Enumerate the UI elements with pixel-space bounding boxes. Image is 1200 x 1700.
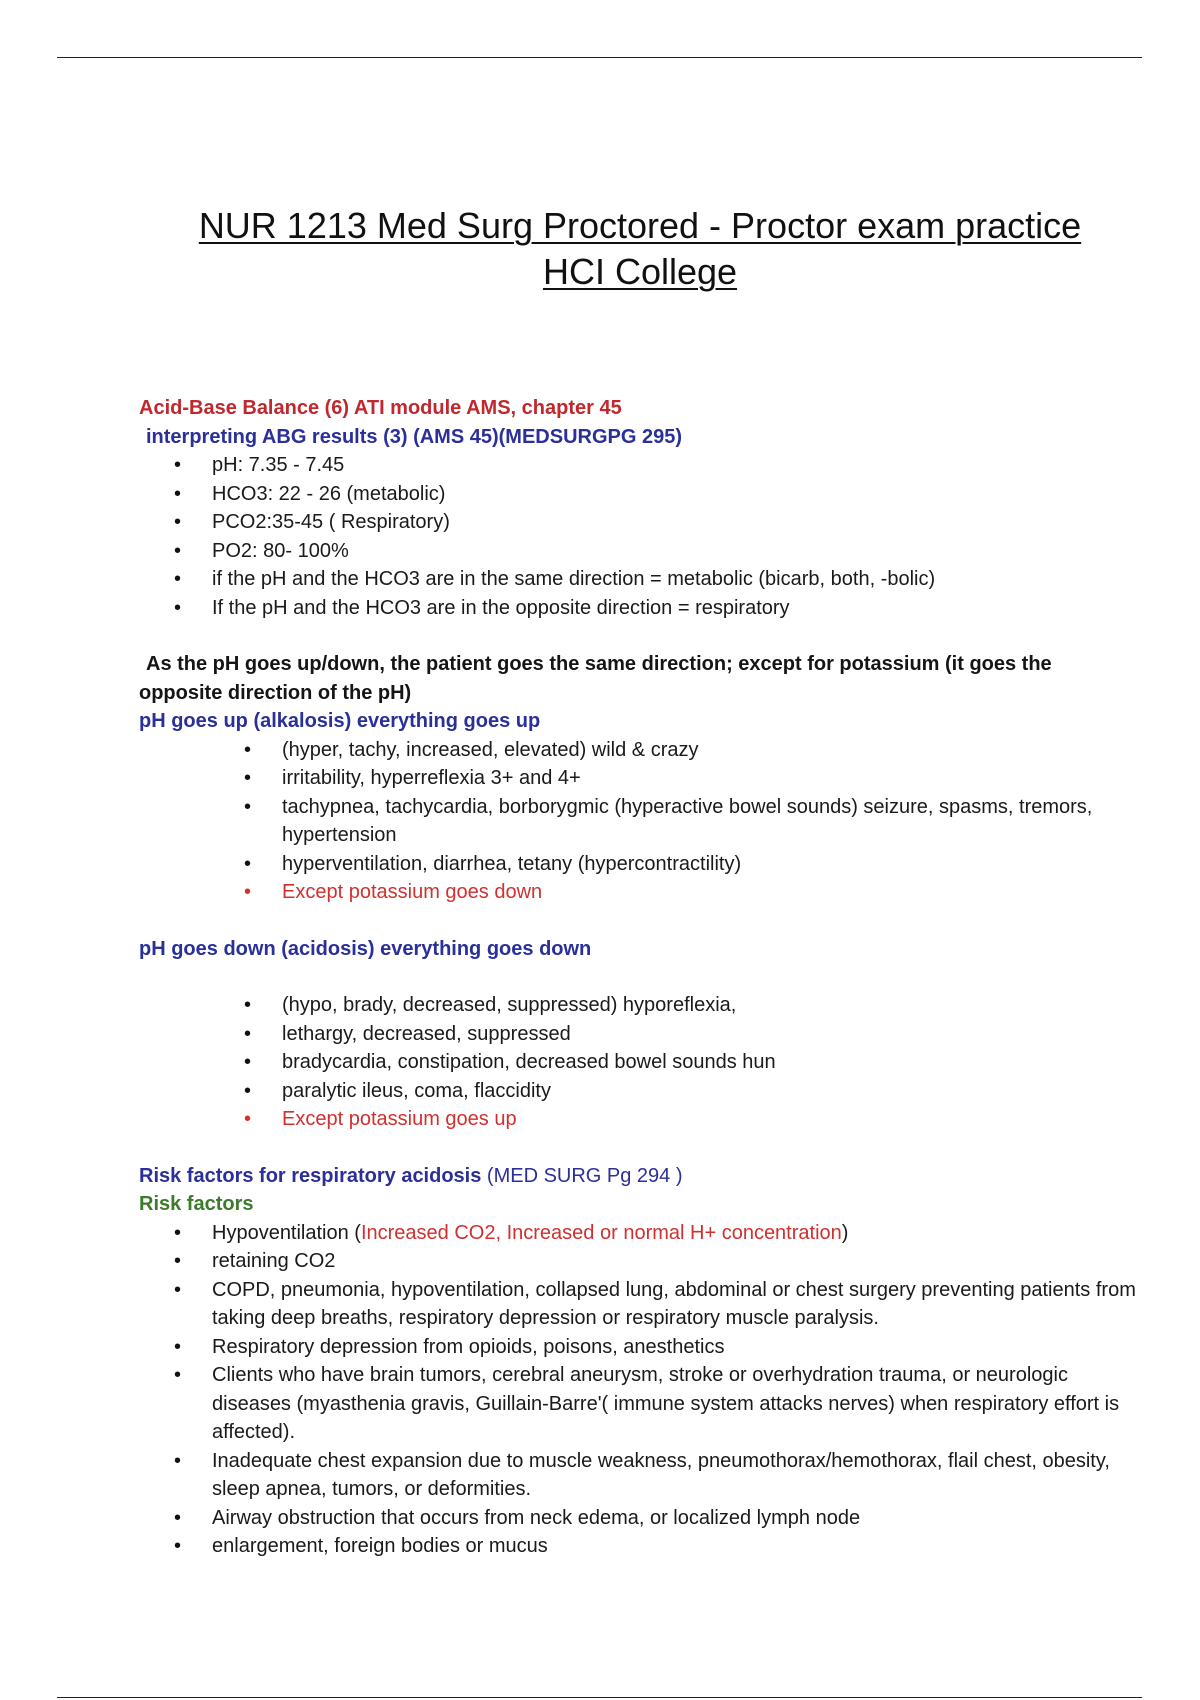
exception-item: • Except potassium goes down [139, 878, 1139, 907]
list-item: • enlargement, foreign bodies or mucus [139, 1532, 1139, 1561]
list-item: • Clients who have brain tumors, cerebral aneurysm, stroke or overhydration trauma, or neurologic diseases (myasthenia gravis, Guillain-Barre'( immune system attacks nerves) when respiratory effort is affected). [139, 1361, 1139, 1447]
list-item: • COPD, pneumonia, hypoventilation, collapsed lung, abdominal or chest surgery preventing patients from taking deep breaths, respiratory depression or respiratory muscle paralysis. [139, 1276, 1139, 1333]
list-item: • lethargy, decreased, suppressed [139, 1020, 1139, 1049]
top-rule [57, 57, 1142, 58]
list-item: • Airway obstruction that occurs from neck edema, or localized lymph node [139, 1504, 1139, 1533]
section-heading-acidosis: pH goes down (acidosis) everything goes down [139, 937, 592, 960]
risk-list [139, 1219, 1139, 1561]
list-item: • (hyper, tachy, increased, elevated) wild & crazy [139, 736, 1139, 765]
ph-rule-statement: As the pH goes up/down, the patient goes the same direction; except for potassium (it goes the opposite direction of the pH) [139, 653, 1052, 704]
risk-heading-text: Risk factors for respiratory acidosis [139, 1164, 482, 1187]
abg-list [139, 451, 1139, 622]
list-item: • tachypnea, tachycardia, borborygmic (hyperactive bowel sounds) seizure, spasms, tremors, hypertension [139, 793, 1139, 850]
risk-heading-ref: (MED SURG Pg 294 ) [481, 1164, 683, 1187]
list-item: • Respiratory depression from opioids, poisons, anesthetics [139, 1333, 1139, 1362]
list-item: • (hypo, brady, decreased, suppressed) hyporeflexia, [139, 991, 1139, 1020]
section-heading-risk [139, 1162, 1139, 1191]
list-item: • Inadequate chest expansion due to muscle weakness, pneumothorax/hemothorax, flail chest, obesity, sleep apnea, tumors, or deformities. [139, 1447, 1139, 1504]
list-item [139, 1219, 1139, 1248]
document-body [139, 394, 1139, 1561]
bottom-rule [57, 1697, 1142, 1698]
list-item: • if the pH and the HCO3 are in the same direction = metabolic (bicarb, both, -bolic) [139, 565, 1139, 594]
section-subheading-risk: Risk factors [139, 1193, 254, 1215]
list-item: • retaining CO2 [139, 1247, 1139, 1276]
section-subheading-abg: interpreting ABG results (3) (AMS 45)(MEDSURGPG 295) [146, 425, 683, 448]
alkalosis-list [139, 736, 1139, 907]
list-item: • paralytic ileus, coma, flaccidity [139, 1077, 1139, 1106]
list-item: • bradycardia, constipation, decreased bowel sounds hun [139, 1048, 1139, 1077]
list-item: • HCO3: 22 - 26 (metabolic) [139, 480, 1139, 509]
hypoventilation-prefix: Hypoventilation ( [212, 1221, 361, 1244]
list-item: • hyperventilation, diarrhea, tetany (hypercontractility) [139, 850, 1139, 879]
exception-item: • Except potassium goes up [139, 1105, 1139, 1134]
list-item: • irritability, hyperreflexia 3+ and 4+ [139, 764, 1139, 793]
section-heading-alkalosis: pH goes up (alkalosis) everything goes up [139, 710, 541, 732]
list-item: • PO2: 80- 100% [139, 537, 1139, 566]
list-item: • pH: 7.35 - 7.45 [139, 451, 1139, 480]
acidosis-list [139, 991, 1139, 1134]
hypoventilation-suffix: ) [841, 1221, 849, 1244]
title-line-1: NUR 1213 Med Surg Proctored - Proctor exam practice [198, 205, 1082, 246]
hypoventilation-detail: Increased CO2, Increased or normal H+ concentration [360, 1221, 842, 1244]
page-title [140, 203, 1140, 295]
list-item: • If the pH and the HCO3 are in the opposite direction = respiratory [139, 594, 1139, 623]
title-line-2: HCI College [542, 251, 738, 292]
section-heading-acid-base: Acid-Base Balance (6) ATI module AMS, chapter 45 [139, 397, 622, 419]
list-item: • PCO2:35-45 ( Respiratory) [139, 508, 1139, 537]
